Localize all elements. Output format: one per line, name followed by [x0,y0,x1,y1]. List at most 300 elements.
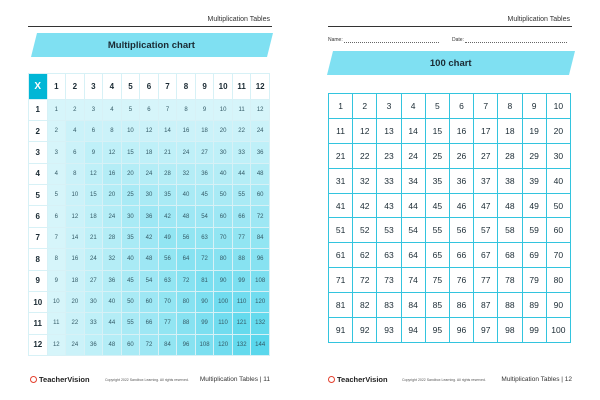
mult-column-header: 4 [103,74,122,100]
mult-cell: 84 [251,227,270,248]
mult-cell: 44 [103,313,122,334]
teachervision-logo[interactable] [328,375,388,384]
hundred-cell: 83 [377,293,401,318]
mult-cell: 8 [66,163,85,184]
mult-cell: 7 [47,227,66,248]
mult-cell: 48 [177,206,196,227]
mult-cell: 27 [84,270,103,291]
hundred-cell: 43 [377,193,401,218]
mult-cell: 24 [84,249,103,270]
mult-row [29,249,270,270]
mult-row [29,270,270,291]
mult-cell: 88 [177,313,196,334]
mult-cell: 9 [195,99,214,120]
hundred-cell: 72 [353,268,377,293]
mult-cell: 36 [84,334,103,355]
mult-row [29,313,270,334]
name-input-line[interactable] [344,37,439,43]
mult-cell: 50 [121,291,140,312]
mult-cell: 77 [232,227,251,248]
mult-cell: 48 [103,334,122,355]
hundred-cell: 51 [329,218,353,243]
hundred-cell: 11 [329,118,353,143]
brand-name: TeacherVision [39,375,90,384]
hundred-cell: 78 [498,268,522,293]
hundred-cell: 2 [353,94,377,119]
hundred-cell: 14 [401,118,425,143]
mult-cell: 45 [121,270,140,291]
mult-cell: 40 [177,185,196,206]
hundred-cell: 20 [546,118,570,143]
mult-row-header: 8 [29,249,48,270]
title-banner [327,51,575,75]
hundred-cell: 1 [329,94,353,119]
mult-cell: 30 [140,185,159,206]
mult-column-header: 5 [121,74,140,100]
mult-cell: 18 [140,142,159,163]
hundred-cell: 57 [474,218,498,243]
mult-row-header: 3 [29,142,48,163]
hundred-cell: 60 [546,218,570,243]
mult-cell: 60 [251,185,270,206]
mult-cell: 56 [158,249,177,270]
mult-cell: 144 [251,334,270,355]
mult-cell: 108 [251,270,270,291]
mult-cell: 28 [158,163,177,184]
mult-row-header: 5 [29,185,48,206]
hundred-cell: 67 [474,243,498,268]
hundred-cell: 64 [401,243,425,268]
hundred-row [329,243,571,268]
hundred-cell: 25 [425,143,449,168]
mult-cell: 77 [158,313,177,334]
hundred-cell: 17 [474,118,498,143]
hundred-cell: 94 [401,318,425,343]
hundred-cell: 75 [425,268,449,293]
teachervision-logo-icon [328,376,335,383]
hundred-cell: 86 [449,293,473,318]
mult-cell: 132 [232,334,251,355]
hundred-cell: 26 [449,143,473,168]
hundred-cell: 5 [425,94,449,119]
mult-cell: 12 [84,163,103,184]
mult-cell: 11 [47,313,66,334]
mult-corner-cell: X [29,74,48,100]
hundred-cell: 42 [353,193,377,218]
mult-cell: 63 [195,227,214,248]
hundred-cell: 71 [329,268,353,293]
hundred-cell: 34 [401,168,425,193]
mult-cell: 70 [214,227,233,248]
date-label: Date: [452,37,464,43]
hundred-cell: 12 [353,118,377,143]
page-header: Multiplication Tables [207,16,270,23]
hundred-cell: 80 [546,268,570,293]
mult-cell: 36 [103,270,122,291]
mult-cell: 2 [47,120,66,141]
mult-cell: 80 [177,291,196,312]
hundred-cell: 52 [353,218,377,243]
mult-cell: 6 [84,120,103,141]
mult-cell: 44 [232,163,251,184]
hundred-cell: 69 [522,243,546,268]
mult-cell: 12 [140,120,159,141]
hundred-cell: 6 [449,94,473,119]
hundred-cell: 92 [353,318,377,343]
mult-cell: 16 [66,249,85,270]
mult-cell: 40 [214,163,233,184]
mult-cell: 80 [214,249,233,270]
hundred-row [329,218,571,243]
mult-cell: 9 [47,270,66,291]
hundred-cell: 87 [474,293,498,318]
mult-cell: 60 [121,334,140,355]
mult-cell: 1 [47,99,66,120]
mult-cell: 110 [232,291,251,312]
mult-cell: 18 [66,270,85,291]
mult-cell: 11 [232,99,251,120]
hundred-cell: 95 [425,318,449,343]
hundred-cell: 40 [546,168,570,193]
name-label: Name: [328,37,343,43]
hundred-cell: 65 [425,243,449,268]
mult-cell: 132 [251,313,270,334]
hundred-cell: 88 [498,293,522,318]
hundred-cell: 7 [474,94,498,119]
mult-row [29,206,270,227]
hundred-cell: 56 [449,218,473,243]
hundred-cell: 30 [546,143,570,168]
hundred-cell: 23 [377,143,401,168]
mult-cell: 32 [103,249,122,270]
mult-cell: 54 [140,270,159,291]
hundred-cell: 48 [498,193,522,218]
mult-cell: 27 [195,142,214,163]
hundred-cell: 4 [401,94,425,119]
mult-row-header: 11 [29,313,48,334]
hundred-cell: 28 [498,143,522,168]
mult-row-header: 6 [29,206,48,227]
mult-cell: 81 [195,270,214,291]
mult-cell: 18 [195,120,214,141]
mult-cell: 3 [84,99,103,120]
mult-cell: 84 [158,334,177,355]
hundred-cell: 98 [498,318,522,343]
copyright-text: Copyright 2022 Sandbox Learning. All rights reserved. [105,378,189,382]
mult-cell: 42 [158,206,177,227]
hundred-cell: 91 [329,318,353,343]
mult-cell: 60 [140,291,159,312]
mult-cell: 24 [66,334,85,355]
hundred-cell: 73 [377,268,401,293]
hundred-row [329,118,571,143]
mult-cell: 99 [195,313,214,334]
mult-cell: 16 [103,163,122,184]
mult-cell: 72 [140,334,159,355]
hundred-cell: 63 [377,243,401,268]
mult-cell: 40 [103,291,122,312]
hundred-cell: 16 [449,118,473,143]
mult-row [29,185,270,206]
hundred-cell: 37 [474,168,498,193]
page-header: Multiplication Tables [507,16,570,23]
name-field[interactable] [328,37,439,43]
mult-cell: 5 [121,99,140,120]
mult-cell: 56 [177,227,196,248]
mult-cell: 18 [84,206,103,227]
page-number: Multiplication Tables | 12 [501,376,572,383]
hundred-cell: 100 [546,318,570,343]
hundred-cell: 59 [522,218,546,243]
hundred-cell: 24 [401,143,425,168]
hundred-cell: 97 [474,318,498,343]
hundred-cell: 31 [329,168,353,193]
mult-cell: 35 [121,227,140,248]
hundred-cell: 44 [401,193,425,218]
hundred-cell: 27 [474,143,498,168]
mult-cell: 33 [84,313,103,334]
hundred-cell: 32 [353,168,377,193]
mult-cell: 24 [140,163,159,184]
mult-cell: 110 [214,313,233,334]
hundred-cell: 46 [449,193,473,218]
hundred-cell: 66 [449,243,473,268]
hundred-cell: 79 [522,268,546,293]
mult-cell: 10 [47,291,66,312]
hundred-cell: 61 [329,243,353,268]
mult-cell: 6 [47,206,66,227]
hundred-cell: 47 [474,193,498,218]
chart-title: Multiplication chart [108,39,196,51]
mult-cell: 36 [195,163,214,184]
mult-cell: 55 [232,185,251,206]
mult-row-header: 9 [29,270,48,291]
mult-cell: 90 [214,270,233,291]
mult-cell: 108 [195,334,214,355]
hundred-cell: 19 [522,118,546,143]
mult-cell: 8 [47,249,66,270]
teachervision-logo[interactable] [30,375,90,384]
mult-cell: 8 [177,99,196,120]
mult-cell: 36 [251,142,270,163]
multiplication-chart-table [28,73,270,356]
mult-row [29,227,270,248]
mult-cell: 36 [140,206,159,227]
hundred-cell: 82 [353,293,377,318]
mult-cell: 30 [121,206,140,227]
mult-cell: 32 [177,163,196,184]
hundred-cell: 9 [522,94,546,119]
mult-cell: 60 [214,206,233,227]
mult-cell: 4 [47,163,66,184]
mult-cell: 20 [66,291,85,312]
date-field[interactable] [452,37,567,43]
mult-cell: 21 [84,227,103,248]
teachervision-logo-icon [30,376,37,383]
mult-column-header: 10 [214,74,233,100]
mult-header-row [29,74,270,100]
hundred-cell: 36 [449,168,473,193]
mult-row-header: 1 [29,99,48,120]
mult-cell: 7 [158,99,177,120]
mult-cell: 48 [251,163,270,184]
mult-cell: 24 [177,142,196,163]
mult-cell: 20 [121,163,140,184]
mult-cell: 72 [195,249,214,270]
mult-cell: 16 [177,120,196,141]
mult-column-header: 6 [140,74,159,100]
mult-row-header: 4 [29,163,48,184]
mult-cell: 12 [251,99,270,120]
hundred-cell: 96 [449,318,473,343]
mult-cell: 63 [158,270,177,291]
title-banner [31,33,273,57]
mult-row [29,120,270,141]
hundred-cell: 18 [498,118,522,143]
copyright-text: Copyright 2022 Sandbox Learning. All rights reserved. [402,378,486,382]
mult-cell: 12 [66,206,85,227]
mult-row-header: 7 [29,227,48,248]
mult-row [29,291,270,312]
mult-row [29,334,270,355]
mult-cell: 3 [47,142,66,163]
mult-cell: 70 [158,291,177,312]
hundred-cell: 49 [522,193,546,218]
mult-cell: 88 [232,249,251,270]
hundred-cell: 35 [425,168,449,193]
mult-cell: 72 [251,206,270,227]
mult-cell: 24 [251,120,270,141]
hundred-cell: 99 [522,318,546,343]
mult-cell: 54 [195,206,214,227]
mult-cell: 22 [66,313,85,334]
hundred-cell: 74 [401,268,425,293]
mult-cell: 55 [121,313,140,334]
mult-cell: 9 [84,142,103,163]
mult-cell: 72 [177,270,196,291]
mult-cell: 22 [232,120,251,141]
hundred-cell: 41 [329,193,353,218]
mult-cell: 10 [66,185,85,206]
mult-cell: 66 [140,313,159,334]
hundred-cell: 39 [522,168,546,193]
mult-cell: 5 [47,185,66,206]
mult-cell: 14 [158,120,177,141]
mult-cell: 66 [232,206,251,227]
hundred-cell: 15 [425,118,449,143]
hundred-cell: 3 [377,94,401,119]
mult-column-header: 12 [251,74,270,100]
mult-cell: 12 [103,142,122,163]
hundred-cell: 84 [401,293,425,318]
hundred-cell: 77 [474,268,498,293]
mult-cell: 8 [103,120,122,141]
mult-cell: 96 [251,249,270,270]
header-divider [28,26,272,27]
hundred-row [329,168,571,193]
brand-name: TeacherVision [337,375,388,384]
hundred-row [329,193,571,218]
header-divider [328,26,572,27]
mult-cell: 33 [232,142,251,163]
mult-cell: 45 [195,185,214,206]
mult-cell: 6 [66,142,85,163]
date-input-line[interactable] [465,37,567,43]
mult-cell: 15 [84,185,103,206]
mult-row-header: 2 [29,120,48,141]
mult-cell: 28 [103,227,122,248]
mult-cell: 4 [66,120,85,141]
mult-cell: 100 [214,291,233,312]
mult-cell: 48 [140,249,159,270]
hundred-cell: 8 [498,94,522,119]
hundred-cell: 29 [522,143,546,168]
hundred-cell: 53 [377,218,401,243]
hundred-cell: 45 [425,193,449,218]
mult-row-header: 10 [29,291,48,312]
page-number: Multiplication Tables | 11 [199,376,270,383]
mult-cell: 49 [158,227,177,248]
mult-cell: 30 [214,142,233,163]
hundred-cell: 13 [377,118,401,143]
hundred-cell: 38 [498,168,522,193]
hundred-cell: 62 [353,243,377,268]
mult-row-header: 12 [29,334,48,355]
mult-column-header: 9 [195,74,214,100]
mult-cell: 64 [177,249,196,270]
mult-cell: 14 [66,227,85,248]
mult-cell: 120 [251,291,270,312]
hundred-cell: 22 [353,143,377,168]
mult-cell: 15 [121,142,140,163]
mult-column-header: 3 [84,74,103,100]
mult-cell: 121 [232,313,251,334]
hundred-row [329,318,571,343]
hundred-cell: 93 [377,318,401,343]
hundred-row [329,143,571,168]
mult-row [29,163,270,184]
mult-cell: 120 [214,334,233,355]
hundred-chart-table [328,93,571,343]
mult-column-header: 2 [66,74,85,100]
hundred-cell: 50 [546,193,570,218]
mult-cell: 6 [140,99,159,120]
hundred-row [329,268,571,293]
mult-cell: 4 [103,99,122,120]
page-right [300,0,600,400]
hundred-cell: 55 [425,218,449,243]
hundred-cell: 54 [401,218,425,243]
hundred-row [329,94,571,119]
mult-column-header: 8 [177,74,196,100]
mult-cell: 12 [47,334,66,355]
hundred-cell: 90 [546,293,570,318]
mult-cell: 2 [66,99,85,120]
mult-column-header: 7 [158,74,177,100]
mult-column-header: 11 [232,74,251,100]
mult-cell: 20 [103,185,122,206]
chart-title: 100 chart [430,57,472,69]
hundred-cell: 68 [498,243,522,268]
mult-cell: 25 [121,185,140,206]
hundred-cell: 89 [522,293,546,318]
hundred-cell: 33 [377,168,401,193]
hundred-cell: 70 [546,243,570,268]
mult-cell: 30 [84,291,103,312]
mult-cell: 40 [121,249,140,270]
mult-cell: 99 [232,270,251,291]
mult-cell: 42 [140,227,159,248]
